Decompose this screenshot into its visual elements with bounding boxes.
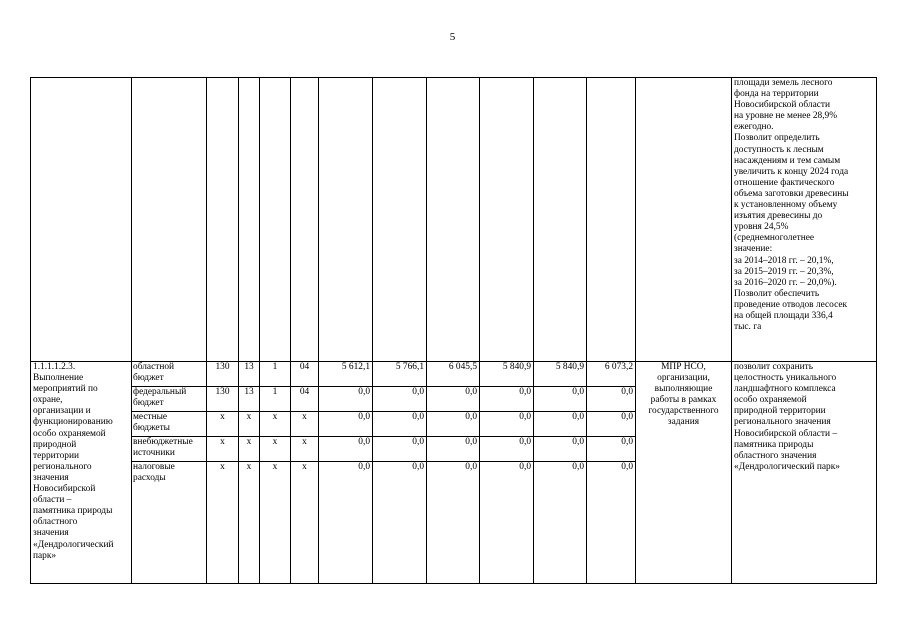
amount-cell: 5 840,9 <box>534 362 587 387</box>
amount-cell: 0,0 <box>427 387 480 412</box>
amount-cell: 0,0 <box>480 387 534 412</box>
funding-source: местные бюджеты <box>132 412 207 437</box>
amount-cell: 0,0 <box>319 387 373 412</box>
amount-cell: 0,0 <box>587 412 636 437</box>
funding-source: федеральный бюджет <box>132 387 207 412</box>
amount-cell: 0,0 <box>319 462 373 584</box>
code-cell: х <box>260 462 291 584</box>
empty-cell <box>534 78 587 362</box>
amount-cell: 0,0 <box>373 412 427 437</box>
amount-cell: 0,0 <box>319 412 373 437</box>
page-number: 5 <box>449 31 456 43</box>
amount-cell: 0,0 <box>480 412 534 437</box>
amount-cell: 0,0 <box>587 437 636 462</box>
amount-cell: 0,0 <box>534 462 587 584</box>
amount-cell: 0,0 <box>319 437 373 462</box>
continuation-row <box>31 78 877 362</box>
code-cell: х <box>260 437 291 462</box>
code-cell: х <box>207 412 239 437</box>
amount-cell: 0,0 <box>427 412 480 437</box>
empty-cell <box>319 78 373 362</box>
amount-cell: 0,0 <box>427 437 480 462</box>
amount-cell: 0,0 <box>587 462 636 584</box>
code-cell: 04 <box>291 387 319 412</box>
code-cell: 1 <box>260 362 291 387</box>
amount-cell: 5 612,1 <box>319 362 373 387</box>
amount-cell: 0,0 <box>480 437 534 462</box>
amount-cell: 5 840,9 <box>480 362 534 387</box>
empty-cell <box>132 78 207 362</box>
code-cell: 13 <box>239 362 260 387</box>
amount-cell: 0,0 <box>534 437 587 462</box>
empty-cell <box>587 78 636 362</box>
code-cell: 04 <box>291 362 319 387</box>
table-row <box>31 362 877 387</box>
code-cell: х <box>260 412 291 437</box>
funding-source: внебюджетные источники <box>132 437 207 462</box>
amount-cell: 6 073,2 <box>587 362 636 387</box>
executor: МПР НСО, организации, выполняющие работы в рамках государственного задания <box>636 362 732 584</box>
code-cell: 13 <box>239 387 260 412</box>
amount-cell: 6 045,5 <box>427 362 480 387</box>
amount-cell: 0,0 <box>373 462 427 584</box>
funding-source: областной бюджет <box>132 362 207 387</box>
amount-cell: 0,0 <box>373 437 427 462</box>
code-cell: х <box>239 412 260 437</box>
funding-source: налоговые расходы <box>132 462 207 584</box>
amount-cell: 0,0 <box>534 412 587 437</box>
amount-cell: 0,0 <box>427 462 480 584</box>
empty-cell <box>427 78 480 362</box>
amount-cell: 0,0 <box>534 387 587 412</box>
empty-cell <box>373 78 427 362</box>
amount-cell: 0,0 <box>373 387 427 412</box>
activity-name: 1.1.1.1.2.3. Выполнение мероприятий по охране, организации и функционированию особо охраняемой природной территории регионального значения Новосибирской области – памятника природы областного значения «Дендрологический парк» <box>31 362 132 584</box>
code-cell: х <box>239 462 260 584</box>
code-cell: х <box>207 437 239 462</box>
code-cell: х <box>207 462 239 584</box>
code-cell: 130 <box>207 362 239 387</box>
amount-cell: 5 766,1 <box>373 362 427 387</box>
code-cell: х <box>291 462 319 584</box>
activity-result: позволит сохранить целостность уникального ландшафтного комплекса особо охраняемой природной территории регионального значения Новосибирской области – памятника природы областного значения «Дендрологический парк» <box>732 362 877 584</box>
empty-cell <box>260 78 291 362</box>
empty-cell <box>239 78 260 362</box>
code-cell: 130 <box>207 387 239 412</box>
empty-cell <box>291 78 319 362</box>
code-cell: х <box>291 437 319 462</box>
code-cell: х <box>291 412 319 437</box>
amount-cell: 0,0 <box>587 387 636 412</box>
code-cell: 1 <box>260 387 291 412</box>
code-cell: х <box>239 437 260 462</box>
empty-cell <box>207 78 239 362</box>
expected-result-text: площади земель лесного фонда на территории Новосибирской области на уровне не менее 28,9% ежегодно. Позволит определить доступность к лесным насаждениям и тем самым увеличить к концу 2024 года отношение фактического объема заготовки древесины к установленному объему изъятия древесины до уровня 24,5% (среднемноголетнее значение: за 2014–2018 гг. – 20,1%, за 2015–2019 гг. – 20,3%, за 2016–2020 гг. – 20,0%). Позволит обеспечить проведение отводов лесосек на общей площади 336,4 тыс. га <box>732 78 877 362</box>
empty-cell <box>31 78 132 362</box>
amount-cell: 0,0 <box>480 462 534 584</box>
empty-cell <box>480 78 534 362</box>
program-activities-table <box>30 77 877 584</box>
empty-cell <box>636 78 732 362</box>
